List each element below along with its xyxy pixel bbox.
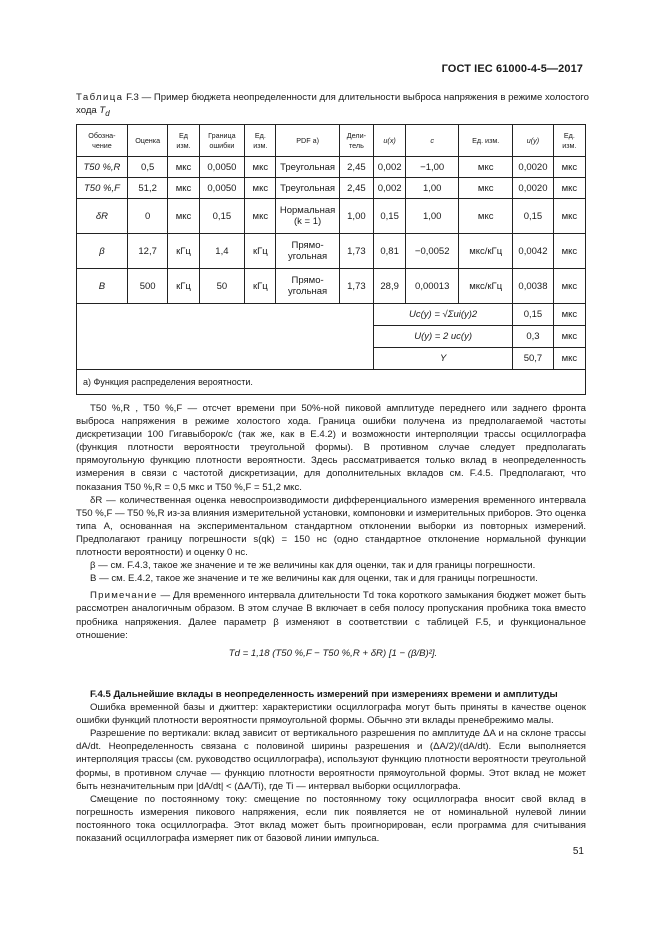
col-header: Дели- тель <box>339 125 373 157</box>
paragraph: Смещение по постоянному току: смещение по постоянному току осциллографа вносит свой вклад в погрешность измерения пикового напряжения, если пик появляется не от номинальной нулевой линии постоянного тока осциллографа. Этот вклад может быть проигнорирован, если программа для считывания показаний осциллографа измеряет пик от базовой линии импульса. <box>76 793 586 845</box>
table-row <box>77 199 586 234</box>
total-label: Y <box>374 348 513 370</box>
cell-limit: 0,15 <box>199 199 245 234</box>
col-header: PDF a) <box>276 125 339 157</box>
caption-number: F.3 <box>126 92 139 103</box>
table-row <box>77 234 586 269</box>
cell-uy: 0,0020 <box>513 157 554 178</box>
section-title: F.4.5 Дальнейшие вклады в неопределенность измерений при измерениях времени и амплитуды <box>90 689 558 700</box>
cell-pdf: Прямо- угольная <box>276 269 339 304</box>
cell-ux: 28,9 <box>374 269 406 304</box>
note-text: — Для временного интервала длительности Td тока короткого замыкания бюджет может быть рассмотрен аналогичным образом. В этом случае B включает в себя полосу пропускания пробника тока вместо пробника напряжения. Далее параметр β изменяют в соответствии с таблицей F.5, и функциональное отношение: <box>76 590 587 641</box>
cell-c: 1,00 <box>406 199 459 234</box>
cell-estimate: 500 <box>127 269 168 304</box>
cell-estimate: 12,7 <box>127 234 168 269</box>
paragraph: δR — количественная оценка невоспроизводимости дифференциального измерения временного интервала T50 %,F — T50 %,R из-за влияния измерительной установки, компоновки и измерительных приборов. Это оценка типа A, основанная на экспериментальном стандартном отклонении выборки из повторных измерений. Предполагают границу погрешности s(qk) = 150 нс (одно стандартное отклонение нормальной функции плотности вероятности) и оценку 0 нс. <box>76 494 586 559</box>
col-header: Ед. изм. <box>245 125 276 157</box>
cell-ux: 0,002 <box>374 178 406 199</box>
cell-symbol: β <box>77 234 128 269</box>
table-caption <box>76 91 591 120</box>
cell-unit4: мкс <box>553 234 585 269</box>
col-header: Ед изм. <box>168 125 199 157</box>
total-label: Uc(y) = √Σui(y)2 <box>374 304 513 326</box>
col-header: Граница ошибки <box>199 125 245 157</box>
note-label: Примечание <box>90 590 158 602</box>
cell-unit3: мкс <box>459 199 513 234</box>
standard-header: ГОСТ IEC 61000-4-5—2017 <box>441 63 583 75</box>
cell-unit2: мкс <box>245 178 276 199</box>
cell-divisor: 1,00 <box>339 199 373 234</box>
cell-estimate: 0 <box>127 199 168 234</box>
total-value: 50,7 <box>513 348 554 370</box>
cell-limit: 1,4 <box>199 234 245 269</box>
table-header-row <box>77 125 586 157</box>
cell-unit1: мкс <box>168 157 199 178</box>
caption-sub: d <box>105 108 110 118</box>
total-unit: мкс <box>553 304 585 326</box>
cell-unit3: мкс/кГц <box>459 234 513 269</box>
cell-ux: 0,81 <box>374 234 406 269</box>
cell-c: −1,00 <box>406 157 459 178</box>
cell-unit3: мкс <box>459 157 513 178</box>
cell-unit2: кГц <box>245 269 276 304</box>
cell-symbol: δR <box>77 199 128 234</box>
cell-ux: 0,15 <box>374 199 406 234</box>
cell-estimate: 0,5 <box>127 157 168 178</box>
caption-label: Таблица <box>76 92 124 103</box>
cell-pdf: Прямо- угольная <box>276 234 339 269</box>
cell-divisor: 2,45 <box>339 157 373 178</box>
cell-unit2: кГц <box>245 234 276 269</box>
cell-unit1: кГц <box>168 234 199 269</box>
cell-symbol: B <box>77 269 128 304</box>
cell-pdf: Треугольная <box>276 157 339 178</box>
col-header: u(y) <box>513 125 554 157</box>
cell-unit4: мкс <box>553 269 585 304</box>
cell-unit4: мкс <box>553 157 585 178</box>
paragraph: Разрешение по вертикали: вклад зависит от вертикального разрешения по амплитуде ΔA и на склоне трассы dA/dt. Неопределенность связана с половиной ширины разрешения и (ΔA/2)/(dA/dt). Если выполняется интерполяция трассы (см. руководство осциллографа), используют функцию плотности вероятности треугольной формы, в противном случае — функцию плотности вероятности прямоугольной формы. Этот вклад не может быть незначительным при |dA/dt| < (ΔA/Ti), где Ti — интервал выборки осциллографа. <box>76 728 586 792</box>
cell-pdf: Треугольная <box>276 178 339 199</box>
cell-unit4: мкс <box>553 199 585 234</box>
cell-limit: 0,0050 <box>199 157 245 178</box>
footnote-row <box>77 370 586 395</box>
cell-uy: 0,15 <box>513 199 554 234</box>
caption-symbol: T <box>99 105 106 116</box>
cell-unit2: мкс <box>245 199 276 234</box>
cell-divisor: 1,73 <box>339 234 373 269</box>
cell-uy: 0,0042 <box>513 234 554 269</box>
cell-uy: 0,0020 <box>513 178 554 199</box>
paragraph: β — см. F.4.3, такое же значение и те же величины как для оценки, так и для границы погрешности. <box>90 560 536 572</box>
total-value: 0,15 <box>513 304 554 326</box>
page-number: 51 <box>572 846 584 857</box>
cell-pdf: Нормальная (k = 1) <box>276 199 339 234</box>
table-row <box>77 269 586 304</box>
cell-c: −0,0052 <box>406 234 459 269</box>
body-text-lower <box>76 688 586 845</box>
total-unit: мкс <box>553 326 585 348</box>
cell-unit3: мкс/кГц <box>459 269 513 304</box>
col-header: Оценка <box>127 125 168 157</box>
total-label: U(y) = 2 uc(y) <box>374 326 513 348</box>
table-footnote: a) Функция распределения вероятности. <box>77 370 586 395</box>
cell-unit2: мкс <box>245 157 276 178</box>
formula: Td = 1,18 (T50 %,F − T50 %,R + δR) [1 − (β/B)²]. <box>228 648 438 659</box>
paragraph: B — см. E.4.2, такое же значение и те же величины как для оценки, так и для границы погрешности. <box>90 573 538 585</box>
cell-c: 0,00013 <box>406 269 459 304</box>
cell-unit3: мкс <box>459 178 513 199</box>
table-row <box>77 157 586 178</box>
paragraph: Ошибка временной базы и джиттер: характеристики осциллографа могут быть приняты в качестве оценок ошибки функций плотности вероятности прямоугольной формы. Обычно эти вклады пренебрежимо малы. <box>76 702 586 727</box>
table-row <box>77 178 586 199</box>
body-text-upper <box>76 402 586 642</box>
total-unit: мкс <box>553 348 585 370</box>
cell-divisor: 1,73 <box>339 269 373 304</box>
caption-text: — Пример бюджета неопределенности для длительности выброса напряжения в режиме холостого хода <box>76 92 589 116</box>
cell-limit: 0,0050 <box>199 178 245 199</box>
cell-unit1: кГц <box>168 269 199 304</box>
cell-unit4: мкс <box>553 178 585 199</box>
cell-divisor: 2,45 <box>339 178 373 199</box>
blank-cell <box>77 304 374 370</box>
cell-estimate: 51,2 <box>127 178 168 199</box>
uncertainty-budget-table <box>76 124 586 395</box>
total-row <box>77 304 586 326</box>
col-header: Ед. изм. <box>553 125 585 157</box>
cell-ux: 0,002 <box>374 157 406 178</box>
col-header: u(x) <box>374 125 406 157</box>
cell-symbol: T50 %,R <box>77 157 128 178</box>
cell-unit1: мкс <box>168 178 199 199</box>
cell-symbol: T50 %,F <box>77 178 128 199</box>
col-header: Обозна- чение <box>77 125 128 157</box>
cell-c: 1,00 <box>406 178 459 199</box>
col-header: c <box>406 125 459 157</box>
cell-unit1: мкс <box>168 199 199 234</box>
note-paragraph <box>76 589 586 641</box>
cell-uy: 0,0038 <box>513 269 554 304</box>
paragraph: T50 %,R , T50 %,F — отсчет времени при 50%-ной пиковой амплитуде переднего или заднего фронта выброса напряжения в режиме холостого хода. Граница ошибки получена из предполагаемой частоты дискретизации 100 Гигавыборок/с (так же, как в E.4.2) и возможности интерполяции трассы осциллографа (функция плотности вероятности треугольной формы). В противном случае следует предполагать прямоугольную функцию плотности вероятности. Здесь рассматривается только вклад в неопределенность измерения в связи с частотой дискретизации, для дополнительных вкладов см. F.4.5. Предполагают, что показания T50 %,R = 0,5 мкс и T50 %,F = 51,2 мкс. <box>76 403 586 493</box>
cell-limit: 50 <box>199 269 245 304</box>
total-value: 0,3 <box>513 326 554 348</box>
col-header: Ед. изм. <box>459 125 513 157</box>
